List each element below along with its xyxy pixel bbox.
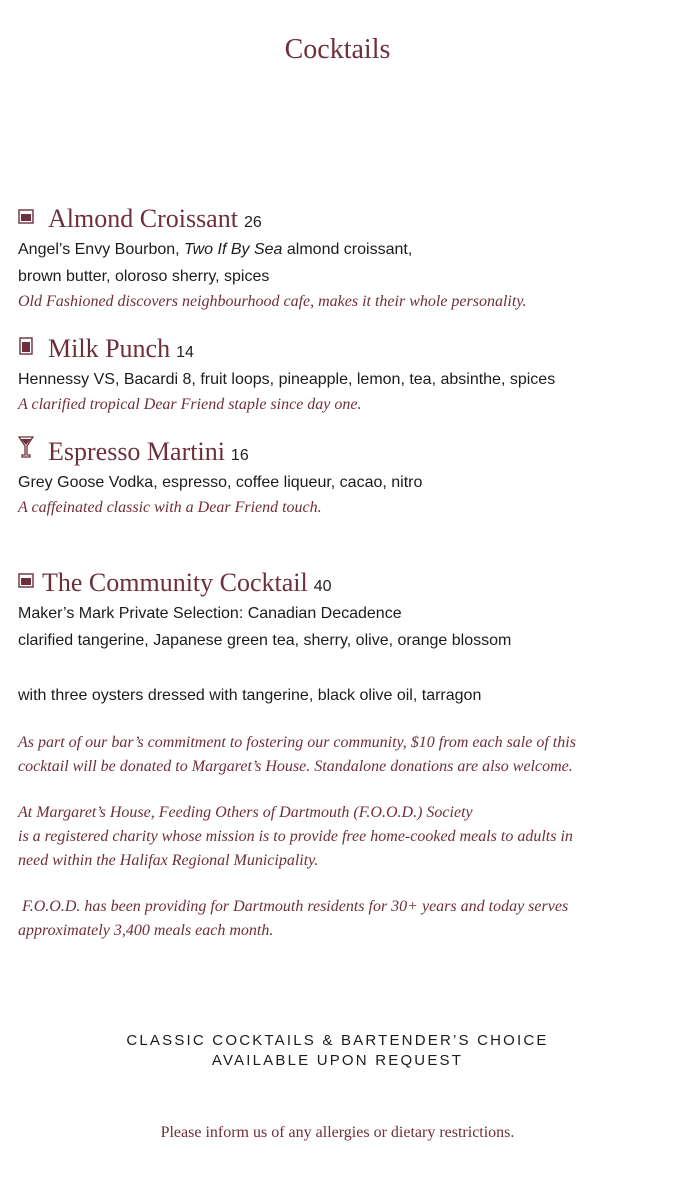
item-ingredients (18, 236, 663, 263)
item-ingredients: Grey Goose Vodka, espresso, coffee liqueur, cacao, nitro (18, 474, 423, 491)
item-description: Old Fashioned discovers neighbourhood cafe, makes it their whole personality. (18, 293, 527, 310)
notice-line: CLASSIC COCKTAILS & BARTENDER’S CHOICE (126, 1032, 549, 1049)
spacer (18, 873, 663, 895)
notice-line: AVAILABLE UPON REQUEST (211, 1052, 464, 1069)
ingredients-text: Angel’s Envy Bourbon, (18, 241, 185, 258)
item-name: Almond Croissant (48, 204, 238, 233)
item-description: A clarified tropical Dear Friend staple since day one. (18, 396, 362, 413)
item-price: 16 (230, 447, 249, 464)
donation-note: As part of our bar’s commitment to fostering our community, $10 from each sale of this (18, 734, 576, 751)
item-price: 14 (176, 344, 194, 361)
item-ingredients: brown butter, oloroso sherry, spices (18, 268, 270, 285)
classic-cocktails-notice (0, 1031, 675, 1071)
ingredients-brand: Two If By Sea (184, 241, 283, 258)
item-pairing: with three oysters dressed with tangerine, black olive oil, tarragon (18, 687, 482, 704)
item-price: 26 (243, 214, 262, 231)
menu-item-milk-punch (18, 334, 663, 417)
charity-history-note: F.O.O.D. has been providing for Dartmouth residents for 30+ years and today serves (18, 898, 569, 915)
menu-item-community-cocktail (18, 568, 663, 943)
item-name: Espresso Martini (48, 437, 225, 466)
charity-note: is a registered charity whose mission is to provide free home-cooked meals to adults in (18, 828, 573, 845)
item-ingredients: clarified tangerine, Japanese green tea, sherry, olive, orange blossom (18, 632, 512, 649)
charity-note: need within the Halifax Regional Municipality. (18, 852, 319, 869)
menu-item-header (18, 204, 663, 236)
menu-item-header (18, 568, 663, 600)
item-name: The Community Cocktail (42, 568, 308, 597)
item-ingredients: Hennessy VS, Bacardi 8, fruit loops, pineapple, lemon, tea, absinthe, spices (18, 371, 556, 388)
allergy-notice: Please inform us of any allergies or dietary restrictions. (160, 1124, 515, 1141)
highball-glass-icon (18, 337, 48, 360)
menu-item-almond-croissant (18, 204, 663, 314)
menu-item-header (18, 334, 663, 366)
charity-history-note: approximately 3,400 meals each month. (18, 922, 274, 939)
spacer (18, 709, 663, 731)
menu-item-espresso-martini (18, 437, 663, 520)
item-price: 40 (313, 578, 332, 595)
item-name: Milk Punch (48, 334, 171, 363)
tumbler-glass-icon (18, 209, 48, 230)
item-ingredients: Maker’s Mark Private Selection: Canadian Decadence (18, 605, 402, 622)
ingredients-text: almond croissant, (282, 241, 413, 258)
charity-note: At Margaret’s House, Feeding Others of Dartmouth (F.O.O.D.) Society (18, 804, 473, 821)
item-description: A caffeinated classic with a Dear Friend touch. (18, 499, 322, 516)
spacer (18, 779, 663, 801)
tumbler-glass-icon (18, 573, 42, 594)
spacer (18, 654, 663, 682)
menu-item-header (18, 437, 663, 469)
martini-glass-icon (18, 436, 48, 463)
page-title: Cocktails (284, 34, 391, 65)
donation-note: cocktail will be donated to Margaret’s House. Standalone donations are also welcome. (18, 758, 573, 775)
